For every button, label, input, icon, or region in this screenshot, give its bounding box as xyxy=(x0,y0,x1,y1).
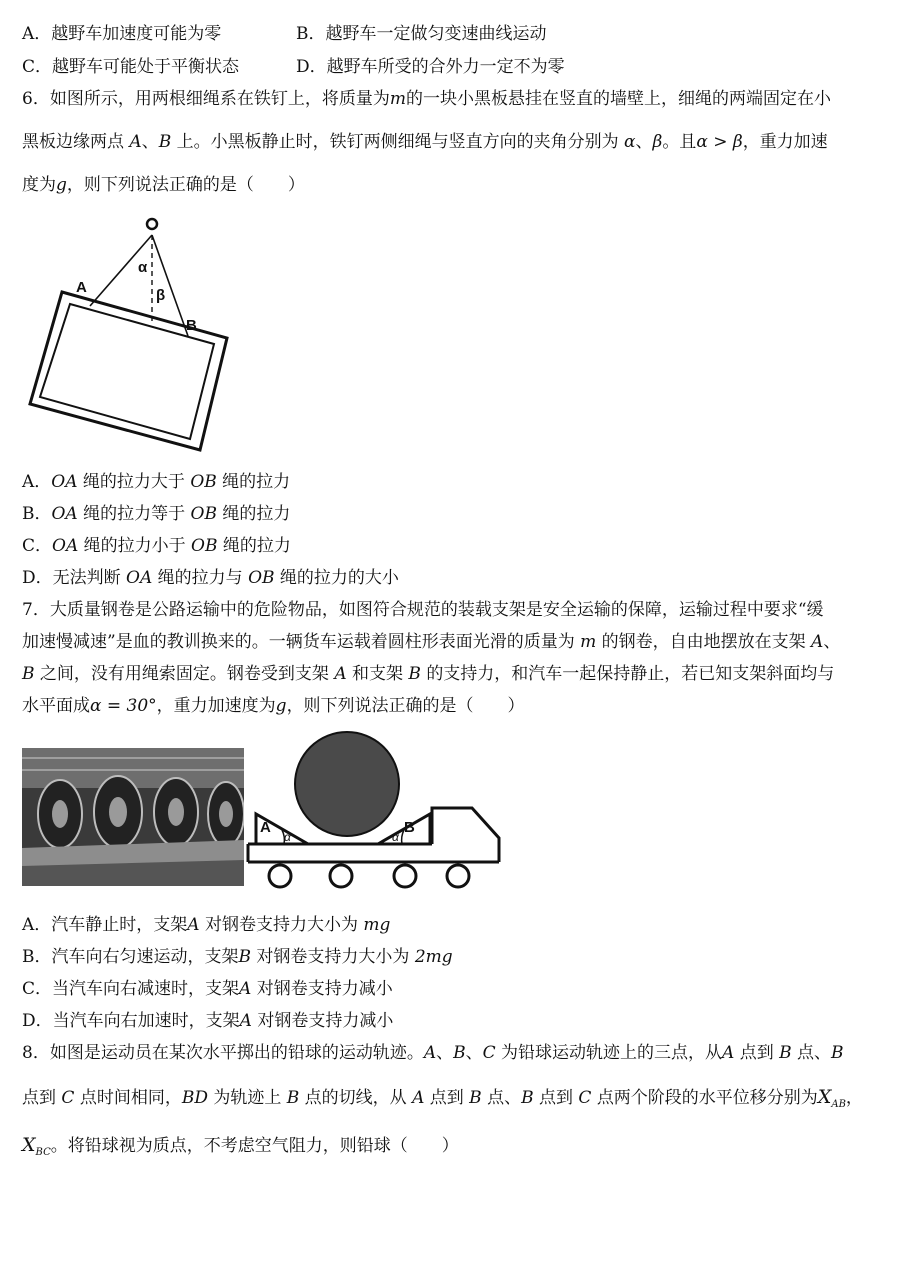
q7-stem-line2: 加速慢减速”是血的教训换来的。一辆货车运载着圆柱形表面光滑的质量为 m 的钢卷，自由地摆放在支架 A、 xyxy=(22,632,841,652)
q8-stem-line2: 点到 C 点时间相同，BD 为轨迹上 B 点的切线，从 A 点到 B 点、B 点到 C 点两个阶段的水平位移分别为$X_{AB}$， xyxy=(22,1086,863,1111)
q7-option-b: B．汽车向右匀速运动，支架B 对钢卷支持力大小为 2mg xyxy=(22,947,453,967)
q7-option-a: A．汽车静止时，支架A 对钢卷支持力大小为 mg xyxy=(22,915,391,935)
q7-stem-line4: 水平面成α = 30°，重力加速度为g，则下列说法正确的是（ ） xyxy=(22,696,525,716)
q7-stem-line3: B 之间，没有用绳索固定。钢卷受到支架 A 和支架 B 的支持力，和汽车一起保持静止，若已知支架斜面均与 xyxy=(22,664,835,684)
wheel-1 xyxy=(269,865,291,887)
q8-stem-line1: 8．如图是运动员在某次水平掷出的铅球的运动轨迹。A、B、C 为铅球运动轨迹上的三点，从A 点到 B 点、B xyxy=(22,1043,844,1063)
q7-stem-line1: 7．大质量钢卷是公路运输中的危险物品，如图符合规范的装载支架是安全运输的保障，运输过程中要求“缓 xyxy=(22,600,824,620)
steel-coil xyxy=(295,732,399,836)
q7-truck-diagram xyxy=(244,728,504,892)
label-beta: β xyxy=(156,287,166,304)
label-alpha-right: α xyxy=(392,830,399,844)
q6-option-b: B．OA 绳的拉力等于 OB 绳的拉力 xyxy=(22,504,291,524)
label-alpha-left: α xyxy=(284,830,291,844)
label-alpha: α xyxy=(138,259,148,276)
wheel-3 xyxy=(394,865,416,887)
q7-option-c: C．当汽车向右减速时，支架A 对钢卷支持力减小 xyxy=(22,979,393,999)
q6-option-d: D．无法判断 OA 绳的拉力与 OB 绳的拉力的大小 xyxy=(22,568,399,588)
wheel-4 xyxy=(447,865,469,887)
q8-stem-line3: $X_{BC}$。将铅球视为质点，不考虑空气阻力，则铅球（ ） xyxy=(22,1134,459,1159)
q7-option-d: D．当汽车向右加速时，支架A 对钢卷支持力减小 xyxy=(22,1011,394,1031)
q6-option-c: C．OA 绳的拉力小于 OB 绳的拉力 xyxy=(22,536,291,556)
label-a: A xyxy=(76,279,87,296)
truck-cab xyxy=(432,808,499,862)
label-b: B xyxy=(404,819,415,836)
label-a: A xyxy=(260,819,271,836)
q5-option-c: C．越野车可能处于平衡状态 xyxy=(22,57,240,77)
q5-option-b: B．越野车一定做匀变速曲线运动 xyxy=(296,24,547,44)
q7-steel-coil-photo xyxy=(22,748,244,886)
label-b: B xyxy=(186,317,197,334)
q6-stem-line3: 度为g，则下列说法正确的是（ ） xyxy=(22,175,305,195)
blackboard-outer-frame xyxy=(30,292,227,450)
q5-option-d: D．越野车所受的合外力一定不为零 xyxy=(296,57,565,77)
q6-stem-line2: 黑板边缘两点 A、B 上。小黑板静止时，铁钉两侧细绳与竖直方向的夹角分别为 α、β。且α > β，重力加速 xyxy=(22,132,828,152)
nail-icon xyxy=(147,219,157,229)
q5-option-a: A．越野车加速度可能为零 xyxy=(22,24,222,44)
q6-stem-line1: 6．如图所示，用两根细绳系在铁钉上，将质量为m的一块小黑板悬挂在竖直的墙壁上，细绳的两端固定在小 xyxy=(22,89,831,109)
wheel-2 xyxy=(330,865,352,887)
q6-blackboard-figure xyxy=(22,210,252,460)
q6-option-a: A．OA 绳的拉力大于 OB 绳的拉力 xyxy=(22,472,291,492)
